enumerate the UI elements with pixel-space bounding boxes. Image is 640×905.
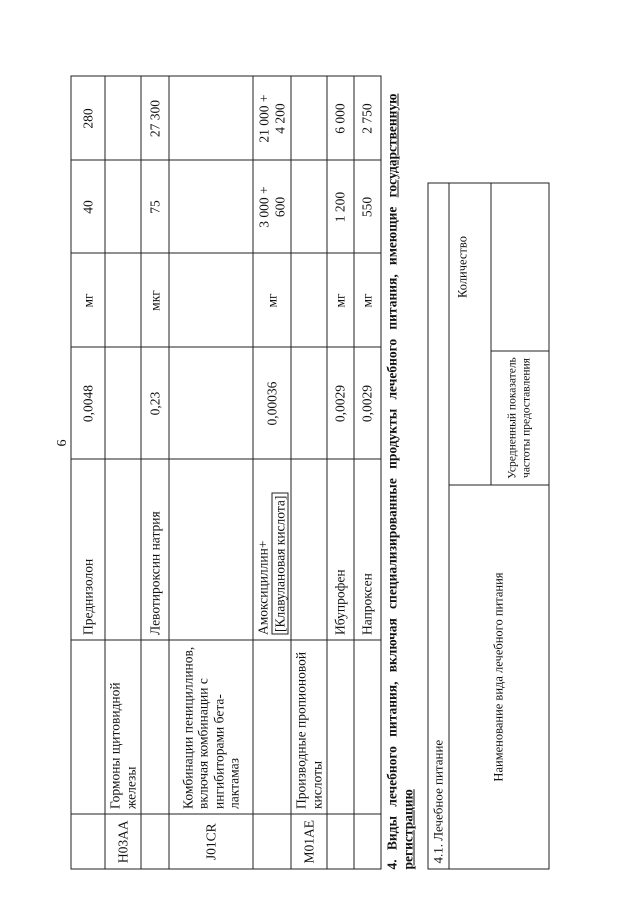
drug-name-line: Амоксициллин+ — [255, 540, 271, 635]
ccd-line: 4 200 — [272, 103, 288, 134]
group-cell — [141, 641, 169, 815]
drug-name-cell: Преднизолон — [71, 460, 105, 641]
ddd-cell — [105, 348, 141, 460]
medication-table — [71, 76, 382, 870]
section-4-heading — [385, 94, 417, 870]
atc-code-cell — [327, 815, 354, 870]
group-cell — [354, 641, 381, 815]
table-row — [253, 77, 291, 870]
ccd-cell: 6 000 — [327, 77, 354, 161]
ddd-cell: 0,0029 — [327, 348, 354, 460]
ccd-cell — [169, 77, 253, 161]
ekd-cell: 550 — [354, 161, 381, 254]
ekd-cell: 75 — [141, 161, 169, 254]
drug-name-line: [Клавулановая кислота] — [271, 493, 289, 635]
ccd-line: 21 000 + — [256, 94, 272, 143]
page-number: 6 — [55, 439, 70, 447]
ekd-cell — [169, 161, 253, 254]
table-row — [141, 77, 169, 870]
atc-code-cell: J01CR — [169, 815, 253, 870]
ccd-cell — [253, 77, 291, 161]
table-row — [105, 77, 141, 870]
ekd-cell — [105, 161, 141, 254]
unit-cell: мг — [71, 254, 105, 348]
drug-name-cell — [169, 460, 253, 641]
unit-cell: мкг — [141, 254, 169, 348]
atc-code-cell — [253, 815, 291, 870]
section-title-continued: государственную регистрацию — [384, 93, 416, 870]
ccd-cell — [291, 77, 327, 161]
table-row — [169, 77, 253, 870]
atc-code-cell — [71, 815, 105, 870]
ekd-line: 3 000 + — [256, 186, 272, 228]
ccd-cell: 27 300 — [141, 77, 169, 161]
unit-cell: мг — [253, 254, 291, 348]
section-number: 4. — [384, 859, 400, 870]
group-cell — [253, 641, 291, 815]
column-header: Усредненный показатель частоты предоставления — [491, 351, 549, 485]
column-header: Количество — [455, 236, 470, 298]
unit-cell — [291, 254, 327, 348]
unit-cell — [169, 254, 253, 348]
ddd-cell: 0,00036 — [253, 348, 291, 460]
ccd-cell — [105, 77, 141, 161]
table-row — [291, 77, 327, 870]
atc-code-cell: M01AE — [291, 815, 327, 870]
ddd-cell — [169, 348, 253, 460]
ddd-cell: 0,23 — [141, 348, 169, 460]
table-row — [428, 183, 449, 869]
ddd-cell: 0,0048 — [71, 348, 105, 460]
drug-name-cell — [105, 460, 141, 641]
ddd-cell — [291, 348, 327, 460]
ekd-cell: 40 — [71, 161, 105, 254]
table-row — [327, 77, 354, 870]
atc-code-cell — [141, 815, 169, 870]
group-cell — [327, 641, 354, 815]
rotated-page-content — [71, 35, 561, 870]
unit-cell — [105, 254, 141, 348]
unit-cell: мг — [354, 254, 381, 348]
group-cell: Производные пропионовой кислоты — [291, 641, 327, 815]
ekd-cell — [291, 161, 327, 254]
atc-code-cell: H03AA — [105, 815, 141, 870]
group-cell — [71, 641, 105, 815]
ddd-cell: 0,0029 — [354, 348, 381, 460]
table-subheader: 4.1. Лечебное питание — [428, 183, 449, 869]
group-cell: Гормоны щитовидной железы — [105, 641, 141, 815]
ekd-line: 600 — [272, 196, 288, 218]
drug-name-cell: Левотироксин натрия — [141, 460, 169, 641]
atc-code-cell — [354, 815, 381, 870]
unit-cell: мг — [327, 254, 354, 348]
ccd-cell: 280 — [71, 77, 105, 161]
drug-name-cell — [253, 460, 291, 641]
table-row — [354, 77, 381, 870]
ccd-cell: 2 750 — [354, 77, 381, 161]
drug-name-cell — [291, 460, 327, 641]
column-header: Наименование вида лечебного питания — [449, 485, 549, 869]
ekd-cell — [253, 161, 291, 254]
drug-name-cell: Напроксен — [354, 460, 381, 641]
drug-name-cell: Ибупрофен — [327, 460, 354, 641]
table-row — [71, 77, 105, 870]
ekd-cell: 1 200 — [327, 161, 354, 254]
nutrition-table — [428, 183, 550, 870]
group-cell: Комбинации пенициллинов, включая комбинации с ингибиторами бета-лактамаз — [169, 641, 253, 815]
section-title: Виды лечебного питания, включая специализированные продукты лечебного питания, имеющие — [384, 206, 400, 851]
